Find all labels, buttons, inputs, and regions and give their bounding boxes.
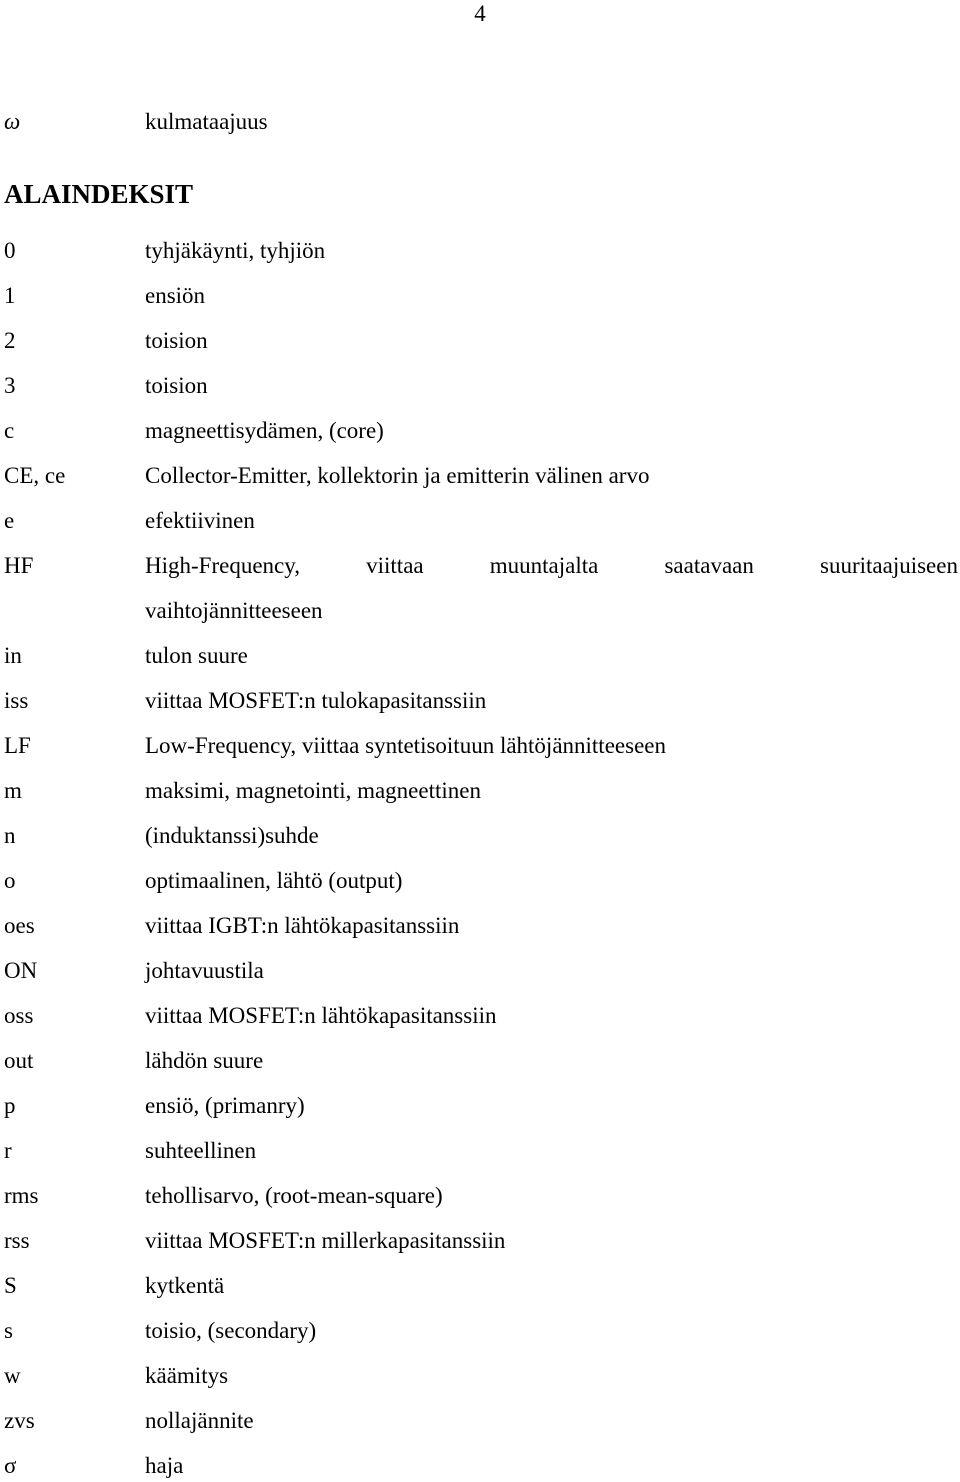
- entry-symbol: w: [4, 1363, 21, 1388]
- subscript-entry: [0, 956, 960, 986]
- entry-description: toision: [145, 328, 208, 353]
- subscript-entry: [0, 686, 960, 716]
- entry-description: Collector-Emitter, kollektorin ja emitterin välinen arvo: [145, 463, 650, 488]
- entry-symbol: zvs: [4, 1408, 35, 1433]
- entry-symbol: oes: [4, 913, 35, 938]
- entry-symbol: CE, ce: [4, 463, 66, 488]
- symbol-entry-omega: [0, 107, 960, 137]
- subscript-entry: [0, 1181, 960, 1211]
- subscript-entry: [0, 1136, 960, 1166]
- description-word: suuritaajuiseen: [820, 553, 958, 578]
- subscript-entry: [0, 416, 960, 446]
- description-word: muuntajalta: [489, 553, 599, 578]
- subscript-entry: [0, 461, 960, 491]
- entry-symbol: s: [4, 1318, 13, 1343]
- subscript-entry: [0, 1046, 960, 1076]
- entry-description: viittaa MOSFET:n tulokapasitanssiin: [145, 688, 487, 713]
- entry-symbol: c: [4, 418, 15, 443]
- subscript-entry: [0, 776, 960, 806]
- entry-description: viittaa MOSFET:n millerkapasitanssiin: [145, 1228, 506, 1253]
- entry-description-continuation: vaihtojännitteeseen: [145, 598, 323, 623]
- entry-symbol: 1: [4, 283, 16, 308]
- entry-symbol: rms: [4, 1183, 39, 1208]
- subscript-entry: [0, 821, 960, 851]
- entry-symbol: ω: [4, 109, 21, 134]
- entry-description: kytkentä: [145, 1273, 225, 1298]
- entry-symbol: e: [4, 508, 15, 533]
- entry-description: kulmataajuus: [145, 109, 268, 134]
- entry-description: toision: [145, 373, 208, 398]
- entry-description: magneettisydämen, (core): [145, 418, 384, 443]
- subscript-entry: [0, 866, 960, 896]
- entry-symbol: HF: [4, 553, 34, 578]
- entry-symbol: o: [4, 868, 16, 893]
- description-word: High-Frequency,: [145, 553, 300, 578]
- entry-symbol: rss: [4, 1228, 30, 1253]
- section-heading: ALAINDEKSIT: [4, 179, 194, 209]
- entry-description: suhteellinen: [145, 1138, 257, 1163]
- subscript-entry: [0, 551, 960, 581]
- entry-symbol: S: [4, 1273, 17, 1298]
- entry-description: efektiivinen: [145, 508, 255, 533]
- subscript-entry: [0, 1271, 960, 1301]
- entry-symbol: 3: [4, 373, 16, 398]
- entry-symbol: ON: [4, 958, 38, 983]
- entry-symbol: LF: [4, 733, 31, 758]
- description-word: saatavaan: [664, 553, 754, 578]
- entry-description: (induktanssi)suhde: [145, 823, 319, 848]
- entry-description: maksimi, magnetointi, magneettinen: [145, 778, 481, 803]
- subscript-entry: [0, 1091, 960, 1121]
- entry-description: toisio, (secondary): [145, 1318, 317, 1343]
- subscript-entry: [0, 1361, 960, 1391]
- entry-description: viittaa MOSFET:n lähtökapasitanssiin: [145, 1003, 497, 1028]
- entry-description: nollajännite: [145, 1408, 254, 1433]
- entry-description: tehollisarvo, (root-mean-square): [145, 1183, 443, 1208]
- entry-symbol: m: [4, 778, 22, 803]
- entry-symbol: σ: [4, 1453, 17, 1478]
- entry-description: optimaalinen, lähtö (output): [145, 868, 403, 893]
- entry-description: johtavuustila: [145, 958, 264, 983]
- subscript-entry: [0, 371, 960, 401]
- entry-description: ensiö, (primanry): [145, 1093, 305, 1118]
- entry-description: tyhjäkäynti, tyhjiön: [145, 238, 326, 263]
- entry-symbol: 0: [4, 238, 16, 263]
- subscript-entry: [0, 1406, 960, 1436]
- entry-description: [145, 551, 958, 581]
- subscript-entry: [0, 236, 960, 266]
- entry-description: lähdön suure: [145, 1048, 264, 1073]
- subscript-entry: [0, 731, 960, 761]
- entry-symbol: iss: [4, 688, 29, 713]
- description-word: viittaa: [366, 553, 424, 578]
- subscript-entry: [0, 281, 960, 311]
- entry-description: haja: [145, 1453, 184, 1478]
- entry-description: viittaa IGBT:n lähtökapasitanssiin: [145, 913, 460, 938]
- subscript-entry: [0, 1451, 960, 1481]
- entry-description: Low-Frequency, viittaa syntetisoituun lähtöjännitteeseen: [145, 733, 666, 758]
- subscript-entry: [0, 326, 960, 356]
- entry-description: ensiön: [145, 283, 206, 308]
- entry-symbol: in: [4, 643, 22, 668]
- subscript-entry-continuation: [0, 596, 960, 626]
- subscript-entry: [0, 1316, 960, 1346]
- entry-symbol: 2: [4, 328, 16, 353]
- entry-description: käämitys: [145, 1363, 229, 1388]
- page-number: 4: [474, 1, 486, 26]
- entry-symbol: out: [4, 1048, 34, 1073]
- subscript-entry: [0, 641, 960, 671]
- entry-symbol: n: [4, 823, 16, 848]
- subscript-entry: [0, 506, 960, 536]
- subscript-entry: [0, 1226, 960, 1256]
- subscript-entry: [0, 1001, 960, 1031]
- entry-symbol: oss: [4, 1003, 34, 1028]
- subscript-entry: [0, 911, 960, 941]
- entry-symbol: p: [4, 1093, 16, 1118]
- entry-symbol: r: [4, 1138, 12, 1163]
- entry-description: tulon suure: [145, 643, 248, 668]
